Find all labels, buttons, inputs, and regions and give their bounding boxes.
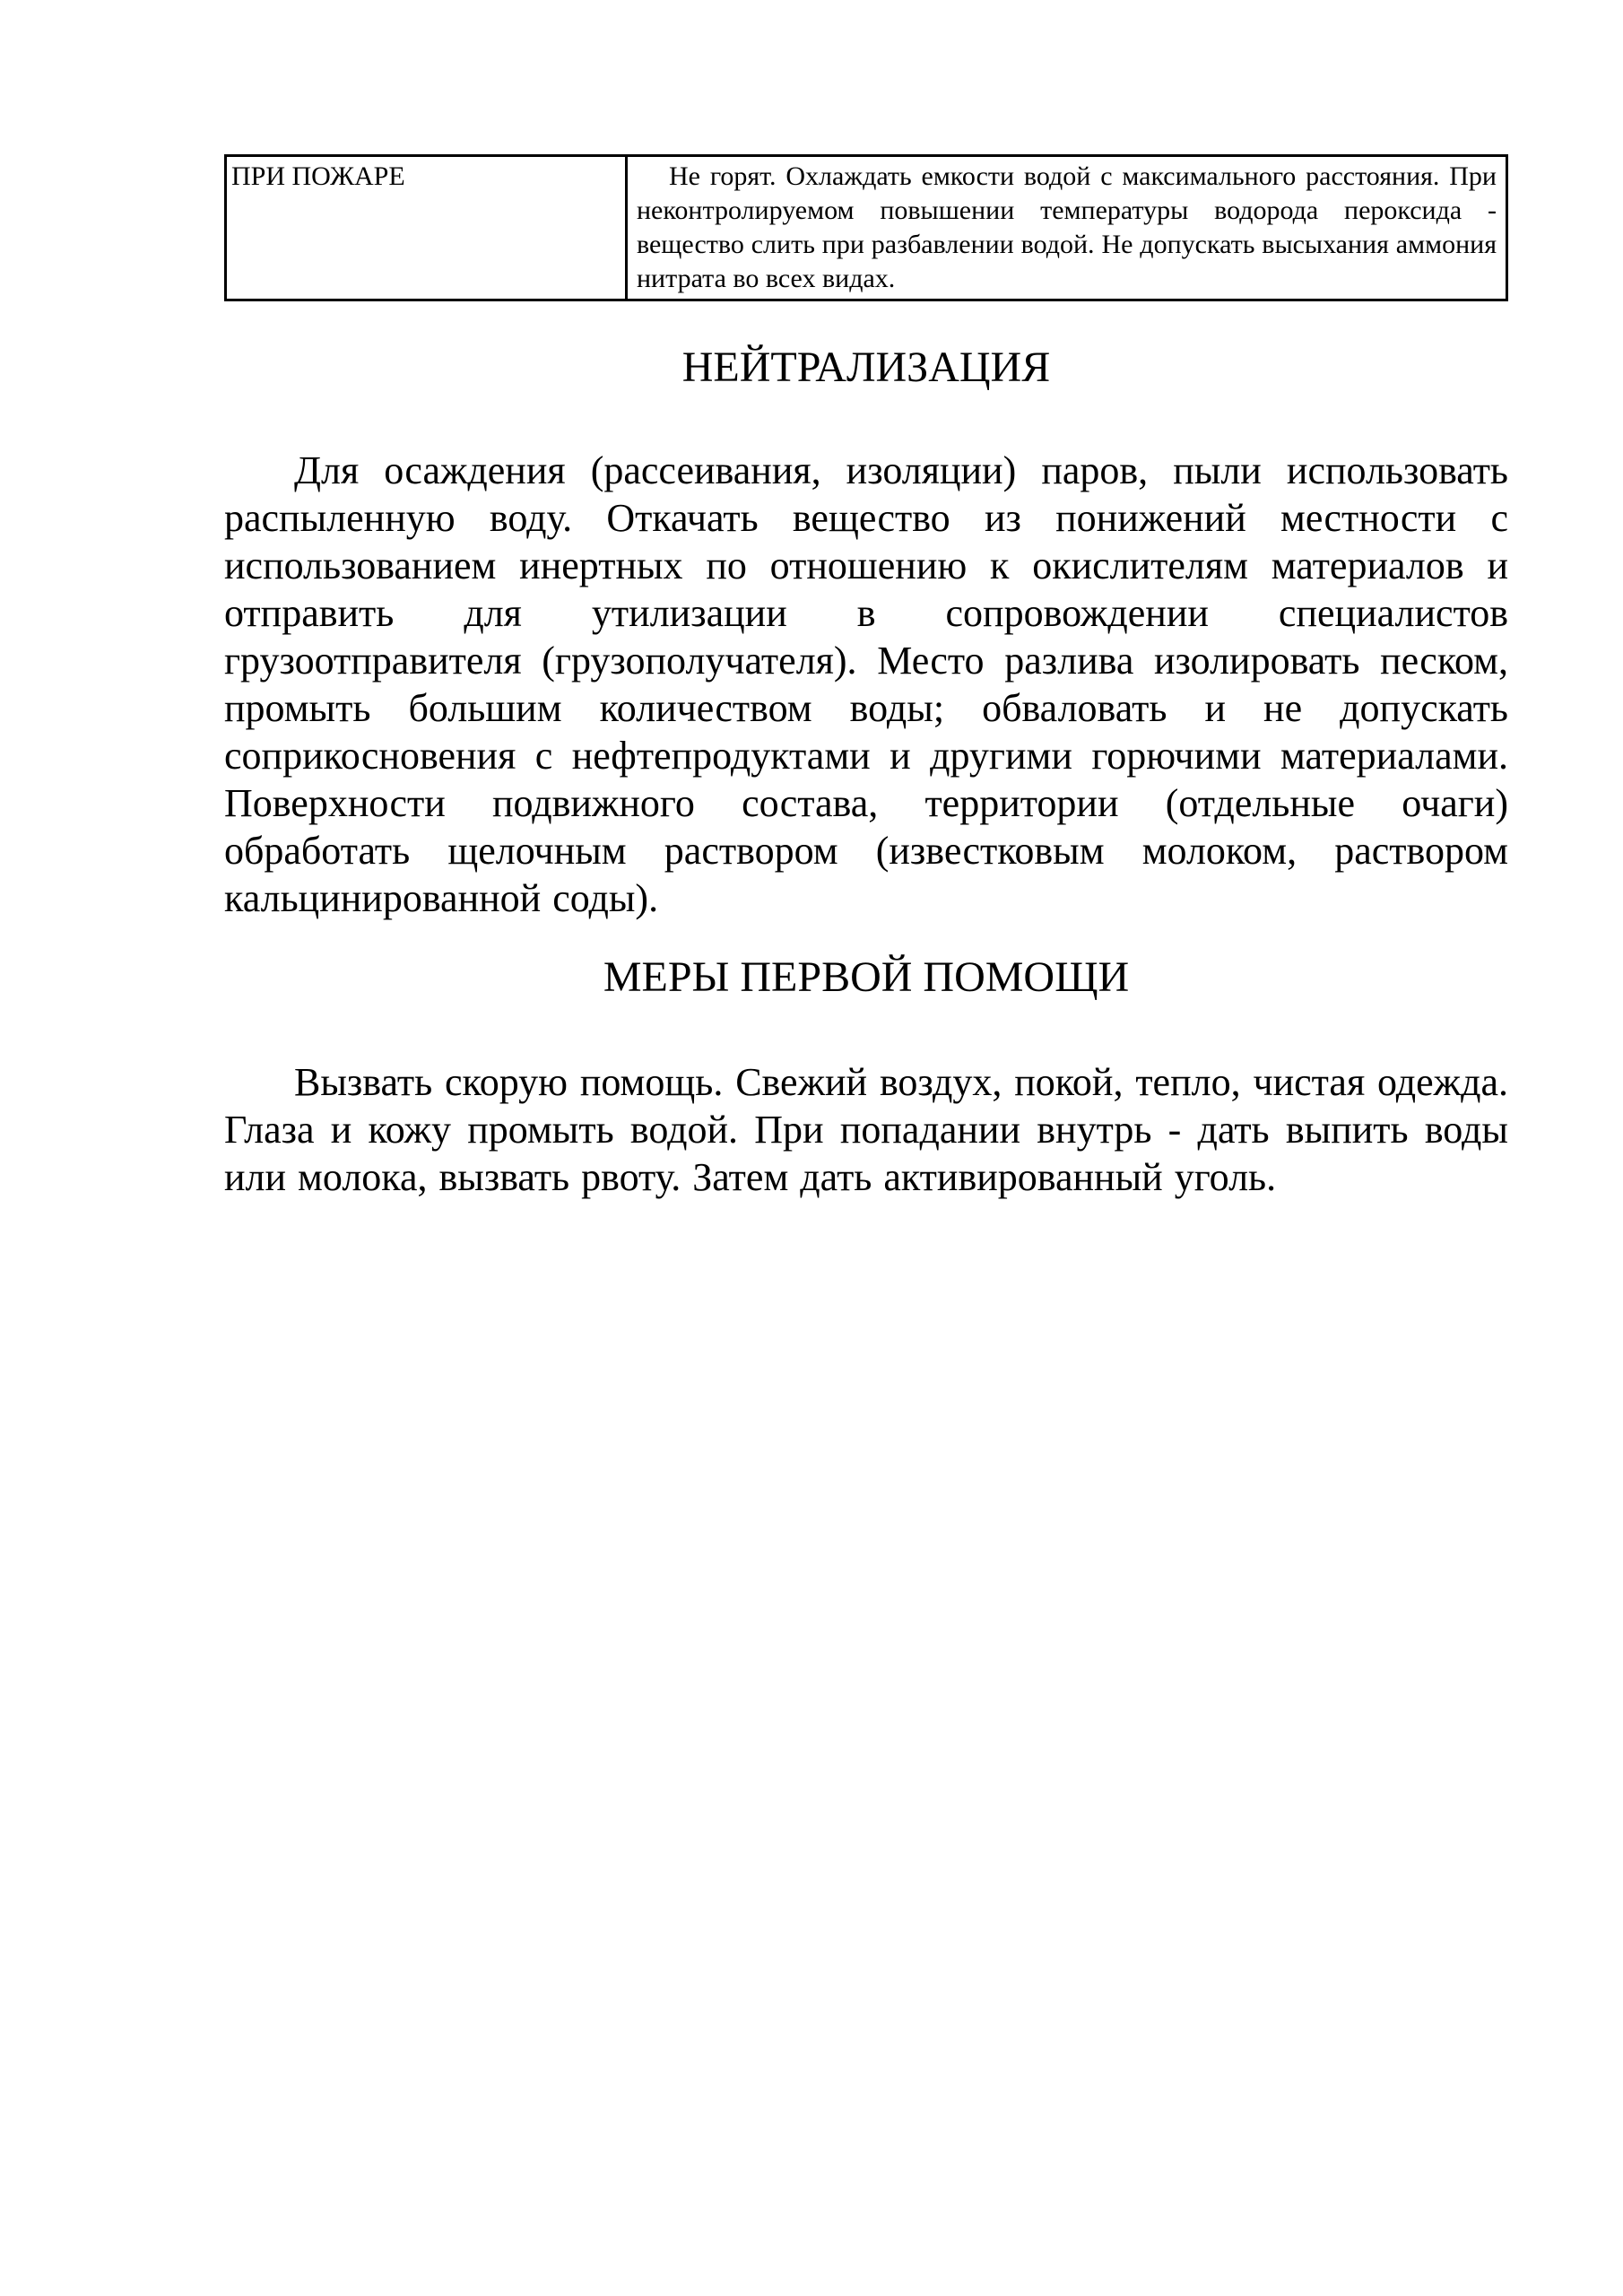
neutralization-paragraph: Для осаждения (рассеивания, изоляции) паров, пыли использовать распыленную воду. Откачать вещество из понижений местности с использованием инертных по отношению к окислителям материалов и отправить для утилизации в сопровождении специалистов грузоотправителя (грузополучателя). Место разлива изолировать песком, промыть большим количеством воды; обваловать и не допускать соприкосновения с нефтепродуктами и другими горючими материалами. Поверхности подвижного состава, территории (отдельные очаги) обработать щелочным раствором (известковым молоком, раствором кальцинированной соды). (224, 448, 1508, 920)
row-value-fire: Не горят. Охлаждать емкости водой с максимального расстояния. При неконтролируемом повышении температуры водорода пероксида - вещество слить при разбавлении водой. Не допускать высыхания аммония нитрата во всех видах. (627, 156, 1507, 300)
document-content (224, 0, 1508, 1201)
emergency-measures-table (224, 154, 1508, 301)
section-heading-neutralization: НЕЙТРАЛИЗАЦИЯ (681, 344, 1051, 391)
first-aid-paragraph: Вызвать скорую помощь. Свежий воздух, покой, тепло, чистая одежда. Глаза и кожу промыть водой. При попадании внутрь - дать выпить воды или молока, вызвать рвоту. Затем дать активированный уголь. (224, 1060, 1508, 1199)
row-label-fire: ПРИ ПОЖАРЕ (226, 156, 627, 300)
table-row-fire (226, 156, 1507, 300)
section-heading-first-aid: МЕРЫ ПЕРВОЙ ПОМОЩИ (603, 953, 1130, 1001)
